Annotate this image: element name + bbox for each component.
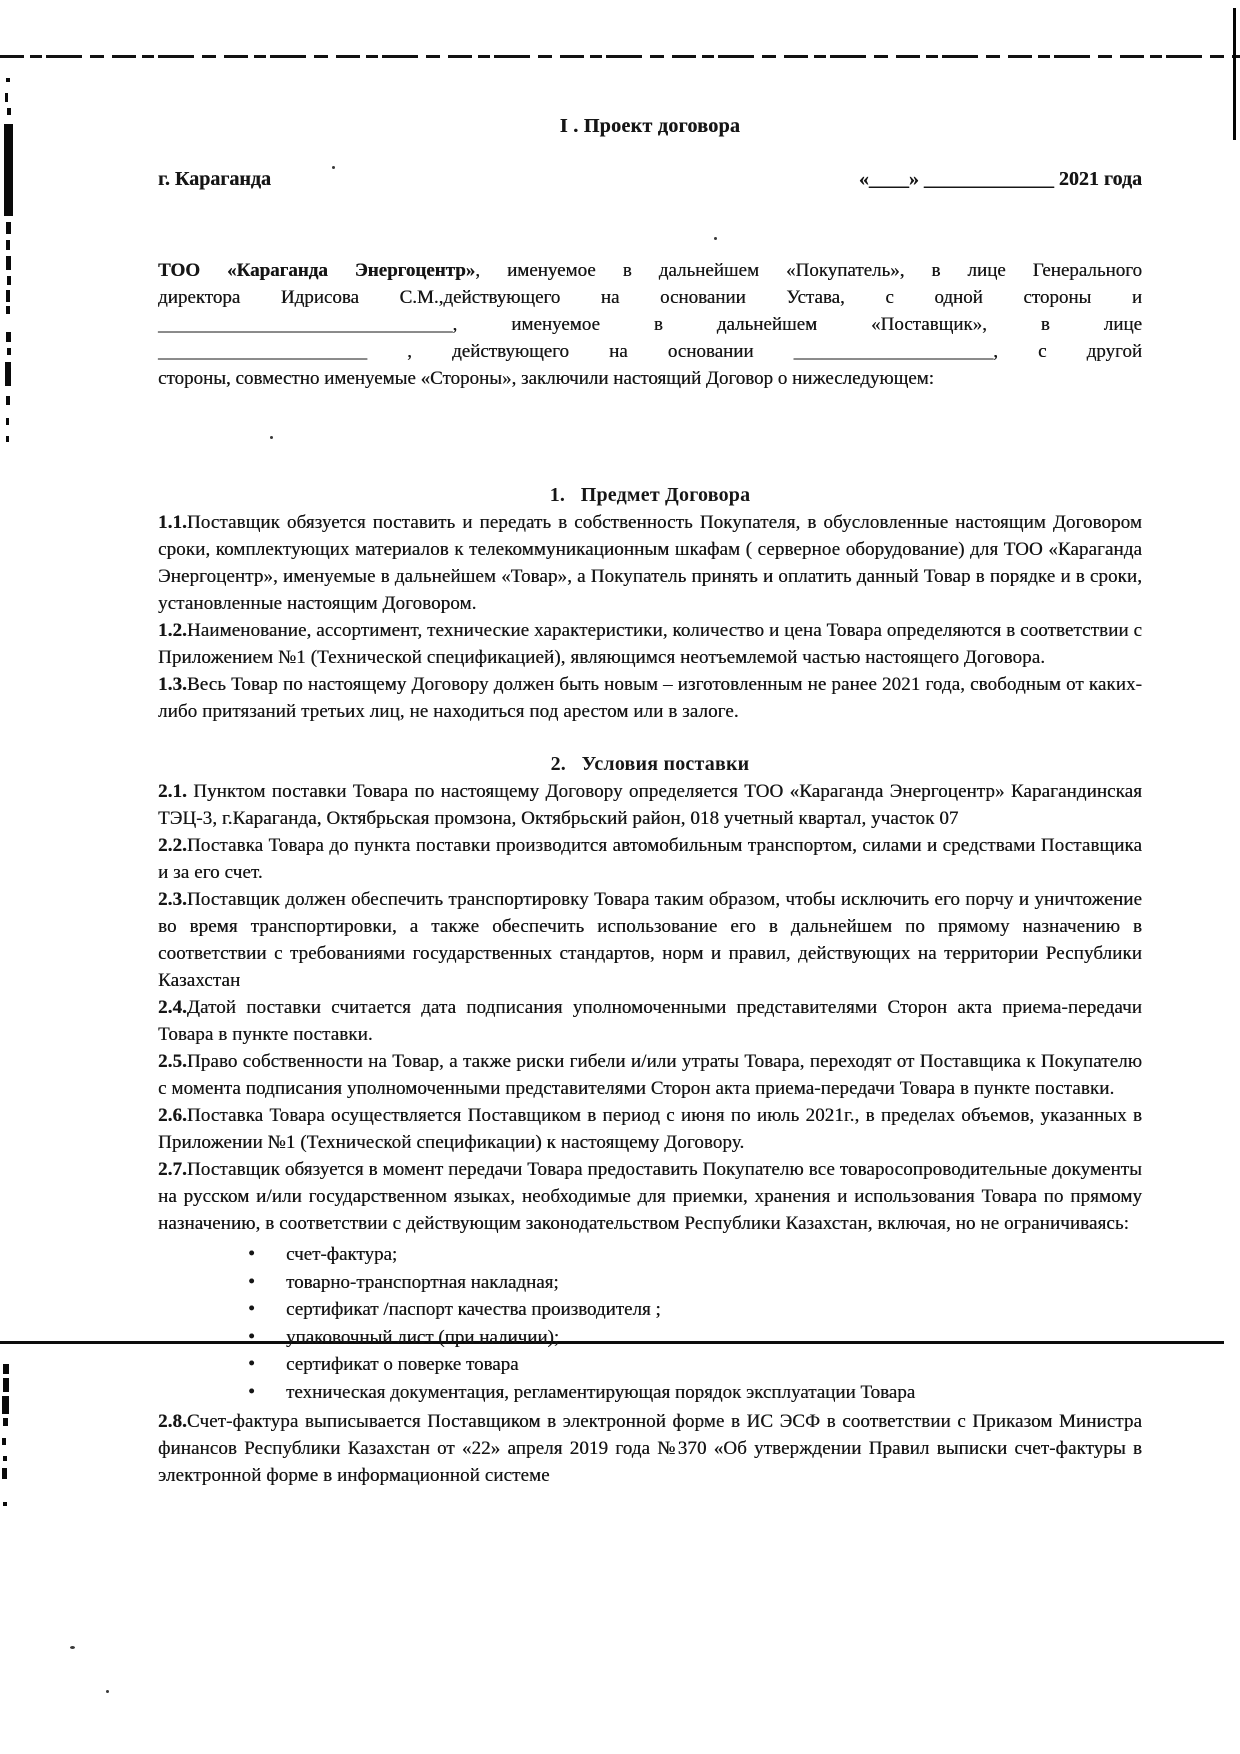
section-heading-2 [158, 751, 1142, 778]
right-edge-line [1233, 8, 1236, 140]
section-heading-1 [158, 482, 1142, 509]
bullet-item: • техническая документация, регламентирующая порядок эксплуатации Товара [246, 1379, 1142, 1407]
clause-2-8: 2.8.Счет-фактура выписывается Поставщиком в электронной форме в ИС ЭСФ в соответствии с Приказом Министра финансов Республики Казахстан от «22» апреля 2019 года №370 «Об утверждении Правил выписки счет-фактуры в электронной форме в информационной системе [158, 1411, 1142, 1486]
scan-artifact [5, 362, 11, 386]
section-title: Предмет Договора [580, 484, 751, 506]
clause-2-6: 2.6.Поставка Товара осуществляется Поставщиком в период с июня по июль 2021г., в пределах объемов, указанных в Приложении №1 (Технической спецификации) к настоящему Договору. [158, 1105, 1142, 1153]
clause-2-2: 2.2.Поставка Товара до пункта поставки производится автомобильным транспортом, силами и средствами Поставщика и за его счет. [158, 835, 1142, 883]
scan-artifact [5, 93, 8, 102]
intro-line: ______________________ , действующего на основании _____________________, с другой [158, 341, 1142, 362]
clause-2-5: 2.5.Право собственности на Товар, а также риски гибели и/или утраты Товара, переходят от Поставщика к Покупателю с момента подписания уполномоченными представителями Сторон акта приема-передачи Товара в пункте поставки. [158, 1051, 1142, 1099]
scan-speck [70, 1646, 75, 1649]
scan-artifact [6, 332, 11, 342]
clause-2-3: 2.3.Поставщик должен обеспечить транспортировку Товара таким образом, чтобы исключить его порчу и уничтожение во время транспортировки, а также обеспечить использование его в дальнейшем по прямому назначению в соответствии с требованиями государственных стандартов, норм и правил, действующих на территории Республики Казахстан [158, 889, 1142, 991]
section-number: 1. [549, 484, 566, 506]
scan-artifact [2, 1396, 9, 1414]
place-label: г. Караганда [158, 168, 271, 190]
scan-artifact [7, 276, 11, 285]
scan-artifact [2, 1468, 7, 1479]
scan-artifact [6, 78, 10, 82]
bullet-item: • сертификат о поверке товара [246, 1351, 1142, 1379]
buyer-name: ТОО «Караганда Энергоцентр» [158, 260, 476, 281]
scan-artifact [4, 124, 13, 216]
intro-paragraph [158, 257, 1142, 392]
scan-speck [106, 1690, 109, 1693]
document-body [158, 0, 1142, 1489]
scan-artifact [6, 240, 10, 250]
clause-2-7: 2.7.Поставщик обязуется в момент передачи Товара предоставить Покупателю все товаросопроводительные документы на русском и/или государственном языках, необходимые для приемки, хранения и использования Товара по прямому назначению, в соответствии с действующим законодательством Республики Казахстан, включая, но не ограничиваясь: [158, 1159, 1142, 1234]
intro-line: ТОО «Караганда Энергоцентр», именуемое в дальнейшем «Покупатель», в лице Генерального [158, 260, 1142, 281]
scan-artifact [6, 418, 9, 425]
scan-artifact [6, 396, 10, 405]
clause-1-3: 1.3.Весь Товар по настоящему Договору должен быть новым – изготовленным не ранее 2021 года, свободным от каких-либо притязаний третьих лиц, не находиться под арестом или в залоге. [158, 674, 1142, 722]
shipping-documents-list [158, 1241, 1142, 1406]
intro-line: директора Идрисова С.М.,действующего на основании Устава, с одной стороны и [158, 287, 1142, 308]
section-number: 2. [550, 753, 566, 775]
section-title: Условия поставки [581, 753, 750, 775]
scan-artifact [3, 1502, 7, 1506]
bullet-item: • счет-фактура; [246, 1241, 1142, 1269]
clause-1-2: 1.2.Наименование, ассортимент, технические характеристики, количество и цена Товара определяются в соответствии с Приложением №1 (Технической спецификацией), являющимся неотъемлемой частью настоящего Договора. [158, 620, 1142, 668]
scan-artifact [6, 222, 11, 234]
scan-artifact [3, 1418, 8, 1426]
bullet-item: • упаковочный лист (при наличии); [246, 1324, 1142, 1352]
bullet-item: • сертификат /паспорт качества производителя ; [246, 1296, 1142, 1324]
scan-artifact [7, 348, 11, 355]
scan-artifact [6, 290, 10, 302]
intro-line: _______________________________, именуемое в дальнейшем «Поставщик», в лице [158, 314, 1142, 335]
bullet-item: • товарно-транспортная накладная; [246, 1269, 1142, 1297]
scan-artifact [2, 1438, 6, 1445]
scan-artifact [7, 108, 11, 115]
page-title: I . Проект договора [559, 115, 741, 137]
scan-artifact [3, 1378, 9, 1392]
clause-1-1: 1.1.Поставщик обязуется поставить и передать в собственность Покупателя, в обусловленные настоящим Договором сроки, комплектующих материалов к телекоммуникационным шкафам ( серверное оборудование) для ТОО «Караганда Энергоцентр», именуемые в дальнейшем «Товар», а Покупатель принять и оплатить данный Товар в порядке и в сроки, установленные настоящим Договором. [158, 512, 1142, 614]
scan-artifact [3, 1456, 7, 1461]
scan-artifact [3, 1364, 9, 1374]
date-line: «____» _____________ 2021 года [858, 168, 1142, 190]
intro-line: стороны, совместно именуемые «Стороны», заключили настоящий Договор о нижеследующем: [158, 368, 934, 389]
scan-artifact [6, 436, 9, 442]
scan-artifact [6, 306, 10, 314]
clause-2-4: 2.4.Датой поставки считается дата подписания уполномоченными представителями Сторон акта приема-передачи Товара в пункте поставки. [158, 997, 1142, 1045]
place-date-row [158, 166, 1142, 193]
scan-artifact [6, 256, 11, 270]
clause-2-1: 2.1. Пунктом поставки Товара по настоящему Договору определяется ТОО «Караганда Энергоцентр» Карагандинская ТЭЦ-3, г.Караганда, Октябрьская промзона, Октябрьский район, 018 учетный квартал, участок 07 [158, 781, 1142, 829]
